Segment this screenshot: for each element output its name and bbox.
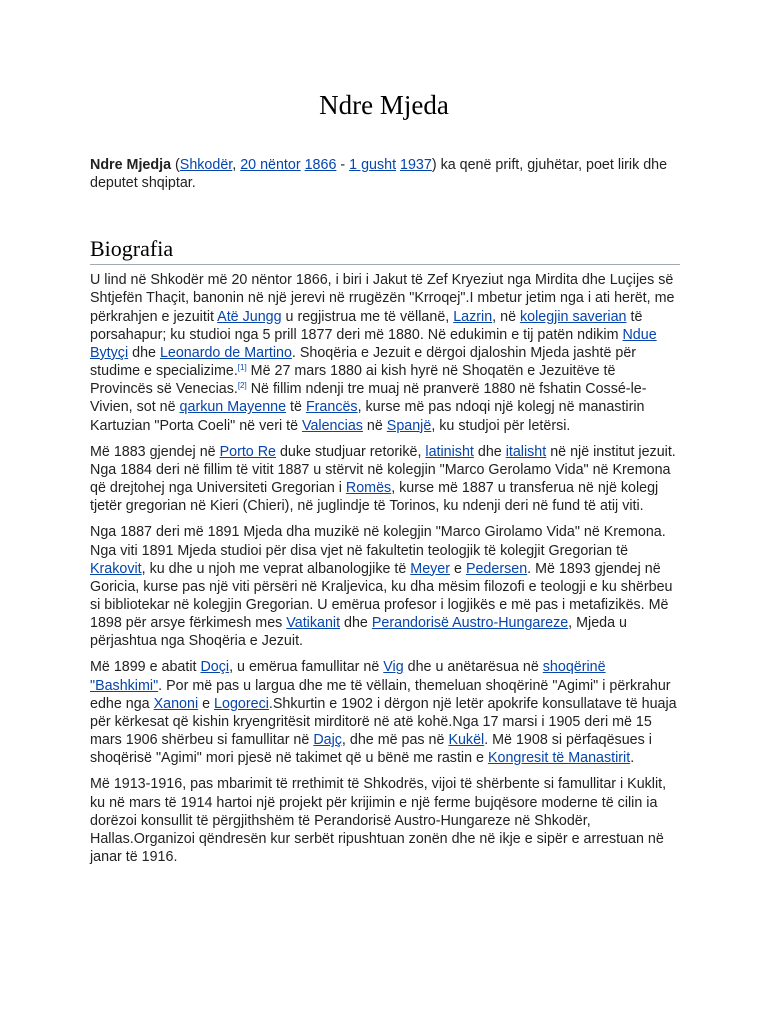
text-run: dhe bbox=[473, 443, 506, 460]
text-run: , ku dhe u njoh me veprat albanologjike të bbox=[141, 560, 411, 577]
text-run: , në bbox=[492, 308, 520, 325]
text-run: . Më 1893 gjendej në Goricia, kurse pas një viti përsëri në Kraljevica, ku dha mësim filozofi e teologji e ku shërbeu si bibliotekar në kolegjin Gregorian. U emërua profesor i logjikës e më pas i metafizikës. Më 1898 për arsye fërkimesh mes bbox=[90, 560, 673, 632]
wiki-link[interactable]: Ndue Bytyçi bbox=[90, 326, 657, 361]
text-run: dhe u anëtarësua në bbox=[403, 659, 543, 676]
wiki-link[interactable]: Lazrin bbox=[453, 308, 493, 325]
reference-link[interactable]: [1] bbox=[237, 363, 247, 373]
wiki-link[interactable]: Krakovit bbox=[90, 560, 142, 577]
wiki-link[interactable]: Kongresit të Manastirit bbox=[487, 750, 631, 767]
text-run: Nga 1887 deri më 1891 Mjeda dha muzikë në kolegjin "Marco Girolamo Vida" në Kremona. Nga viti 1891 Mjeda studioi për disa vjet në fakultetin teologjik të kolegjit Gregorian të bbox=[90, 524, 666, 559]
text-run: Më 1913-1916, pas mbarimit të rrethimit të Shkodrës, vijoi të shërbente si famullitar i Kuklit, ku në mars të 1914 hartoi një projekt për krijimin e një ferme bujqësore moderne të cilin ia dorëzoi konsullit të përgjithshëm të Perandorisë Austro-Hungareze në Shkodër, Hallas.Organizoi qëndresën kur serbët ripushtuan zonën dhe në ikje e sipër e arrestuan në janar të 1916. bbox=[90, 776, 667, 865]
text-run: të porsahapur; ku studioi nga 5 prill 1877 deri më 1880. Në edukimin e tij patën ndikim bbox=[90, 308, 643, 343]
biografia-section bbox=[90, 271, 680, 866]
wiki-link[interactable]: Dajç bbox=[313, 732, 342, 749]
section-heading-biografia: Biografia bbox=[90, 236, 680, 265]
wiki-link[interactable]: Meyer bbox=[410, 560, 451, 577]
biografia-paragraph-3 bbox=[90, 523, 680, 650]
text-run: Më 1899 e abatit bbox=[90, 659, 201, 676]
text-run: . Më 1908 si përfaqësues i shoqërisë "Agimi" mori pjesë në takimet që u bënë me rastin e bbox=[90, 732, 652, 767]
text-run: dhe bbox=[340, 615, 372, 632]
intro-paragraph bbox=[90, 156, 680, 192]
text-run: - bbox=[336, 157, 350, 173]
wiki-link[interactable]: 1 gusht bbox=[349, 157, 397, 173]
wiki-link[interactable]: 1866 bbox=[304, 157, 337, 173]
wiki-link[interactable]: 20 nëntor bbox=[240, 157, 301, 173]
text-run: Më 27 mars 1880 ai kish hyrë në Shoqatën e Jezuitëve të Provincës së Venecias. bbox=[90, 363, 616, 398]
text-run: , kurse më 1887 u transferua në një kolegj tjetër gregorian në Kieri (Chieri), në juglindje të Torinos, ku ndenji deri në fund të atij viti. bbox=[90, 480, 659, 515]
text-run: . Shoqëria e Jezuit e dërgoi djaloshin Mjeda jashtë për studime e specializime. bbox=[90, 344, 637, 380]
text-run: në bbox=[362, 417, 387, 434]
wiki-link[interactable]: Logoreci bbox=[214, 695, 269, 712]
wiki-link[interactable]: Spanjë bbox=[386, 417, 432, 434]
text-run: e bbox=[450, 560, 466, 577]
text-run: në një institut jezuit. Nga 1884 deri në fillim të vitit 1887 u stërvit në kolegjin "Marco Gerolamo Vida" në Kremona që drejtohej nga Universiteti Gregorian i bbox=[90, 443, 676, 497]
wiki-link[interactable]: Shkodër bbox=[179, 157, 233, 173]
wiki-link[interactable]: qarkun Mayenne bbox=[179, 399, 287, 416]
wiki-link[interactable]: 1937 bbox=[400, 157, 432, 173]
text-run: , bbox=[232, 157, 241, 173]
wiki-link[interactable]: Pedersen bbox=[465, 560, 528, 577]
text-run: . Por më pas u largua dhe me të vëllain, themeluan shoqërinë "Agimi" i përkrahur edhe nga bbox=[90, 677, 671, 712]
wiki-link[interactable]: Vatikanit bbox=[286, 615, 341, 632]
wiki-link[interactable]: Romës bbox=[345, 480, 392, 497]
page-title: Ndre Mjeda bbox=[319, 90, 449, 120]
wiki-link[interactable]: Kukël bbox=[448, 732, 485, 749]
text-run: , kurse më pas ndoqi një kolegj në manastirin Kartuzian "Porta Coeli" në veri të bbox=[90, 399, 645, 434]
text-run: .Shkurtin e 1902 i dërgon një letër apokrife konsullatave të huaja për kërkesat që kishin kryengritësit mirditorë në atë kohë.Nga 17 marsi i 1905 deri më 15 mars 1906 shërbeu si famullitar në bbox=[90, 695, 677, 749]
article-content bbox=[90, 156, 680, 874]
text-run: Më 1883 gjendej në bbox=[90, 443, 220, 460]
reference-superscript[interactable] bbox=[238, 381, 247, 390]
text-run: , Mjeda u përjashtua nga Shoqëria e Jezuit. bbox=[90, 615, 627, 650]
wiki-link[interactable]: Leonardo de Martino bbox=[159, 344, 292, 361]
text-run: ) ka qenë prift, gjuhëtar, poet lirik dhe deputet shqiptar. bbox=[90, 157, 668, 192]
reference-superscript[interactable] bbox=[238, 363, 247, 372]
text-run: , u emërua famullitar në bbox=[229, 659, 384, 676]
wiki-link[interactable]: italisht bbox=[505, 443, 547, 460]
wiki-link[interactable]: latinisht bbox=[425, 443, 474, 460]
text-run: duke studjuar retorikë, bbox=[276, 443, 426, 460]
reference-link[interactable]: [2] bbox=[237, 381, 247, 391]
text-run: ( bbox=[171, 157, 180, 173]
text-run: U lind në Shkodër më 20 nëntor 1866, i biri i Jakut të Zef Kryeziut nga Mirdita dhe Luçijes së Shtjefën Thaçit, banonin në një jerevi në rrugëzën "Krroqej".I mbetur jetim nga i ati herët, me përkrahjen e jezuitit bbox=[90, 272, 675, 325]
wiki-link[interactable]: Valencias bbox=[302, 417, 363, 434]
biografia-paragraph-2 bbox=[90, 443, 680, 516]
biografia-paragraph-5 bbox=[90, 775, 680, 866]
biografia-paragraph-1 bbox=[90, 271, 680, 434]
wiki-link[interactable]: Xanoni bbox=[153, 695, 199, 712]
wiki-link[interactable]: Vig bbox=[383, 659, 404, 676]
text-run: Në fillim ndenji tre muaj në pranverë 1880 në fshatin Cossé-le-Vivien, sot në bbox=[90, 381, 647, 416]
wiki-link[interactable]: Doçi bbox=[200, 659, 230, 676]
biografia-paragraph-4 bbox=[90, 658, 680, 767]
wiki-link[interactable]: kolegjin saverian bbox=[520, 308, 627, 325]
wiki-link[interactable]: Perandorisë Austro-Hungareze bbox=[371, 615, 569, 632]
text-run: të bbox=[286, 399, 306, 416]
text-run: . bbox=[630, 750, 635, 767]
text-run: dhe bbox=[128, 344, 160, 361]
wiki-link[interactable]: Porto Re bbox=[219, 443, 276, 460]
bold-term: Ndre Mjedja bbox=[90, 157, 172, 173]
wiki-link[interactable]: Francës bbox=[305, 399, 358, 416]
wiki-link[interactable]: shoqërinë "Bashkimi" bbox=[90, 659, 606, 694]
text-run: e bbox=[198, 695, 215, 712]
text-run: u regjistrua me të vëllanë, bbox=[281, 308, 454, 325]
wiki-link[interactable]: Atë Jungg bbox=[217, 308, 282, 325]
text-run: , ku studjoi për letërsi. bbox=[431, 417, 571, 434]
text-run: , dhe më pas në bbox=[341, 732, 449, 749]
